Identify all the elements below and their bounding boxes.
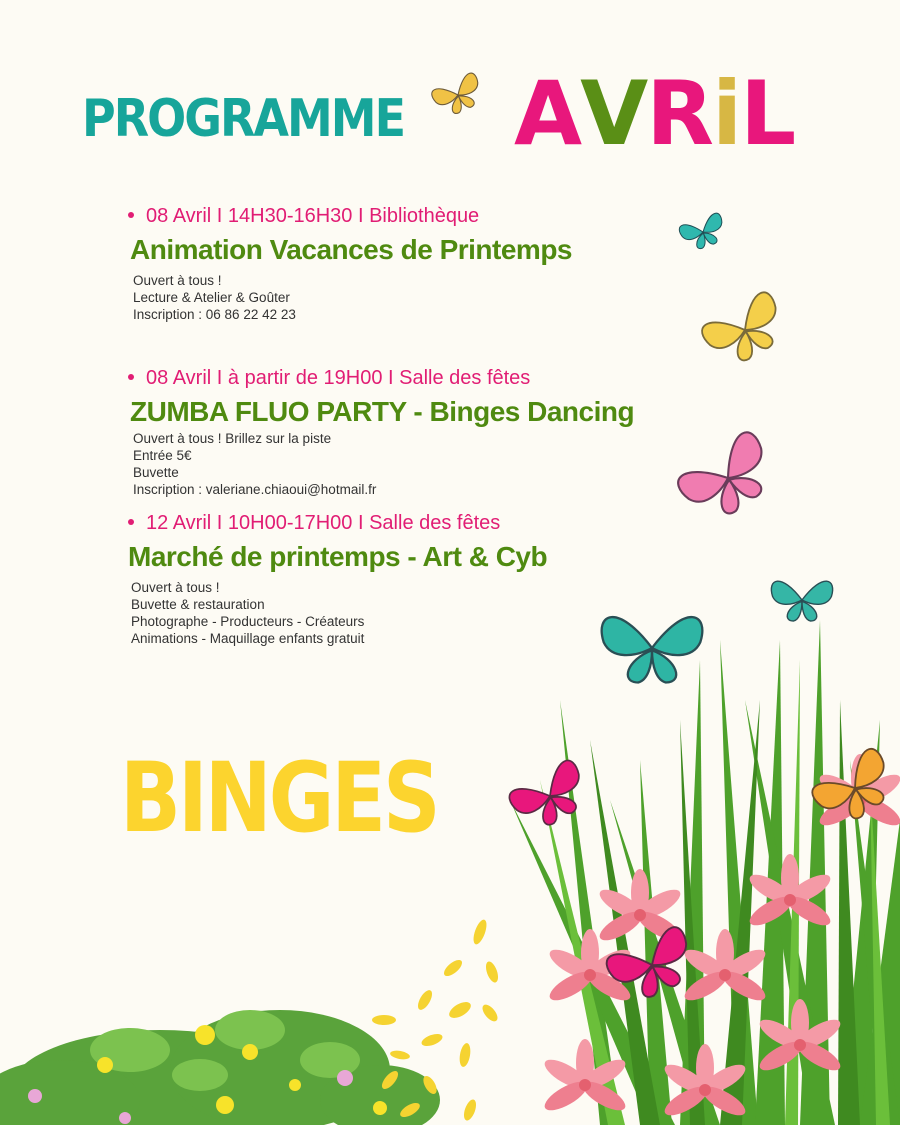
event-title: Animation Vacances de Printemps — [130, 234, 572, 265]
event-detail-line: Photographe - Producteurs - Créateurs — [131, 614, 365, 629]
event-meta — [126, 511, 547, 535]
event-card — [126, 204, 572, 323]
event-title: Marché de printemps - Art & Cyb — [128, 541, 548, 572]
butterfly-icon — [430, 71, 487, 120]
event-title: ZUMBA FLUO PARTY - Binges Dancing — [130, 396, 635, 427]
month-letter: L — [740, 62, 795, 165]
butterfly-icon — [674, 428, 784, 530]
event-meta — [126, 366, 634, 390]
month-letter: A — [514, 62, 581, 165]
month-letter: R — [646, 62, 712, 165]
event-detail-line: Ouvert à tous ! — [133, 273, 222, 288]
event-detail-line: Entrée 5€ — [133, 448, 192, 463]
event-details — [133, 430, 634, 498]
event-card — [126, 366, 634, 498]
event-detail-line: Inscription : 06 86 22 42 23 — [133, 307, 296, 322]
event-detail-line: Animations - Maquillage enfants gratuit — [131, 631, 365, 646]
event-detail-line: Ouvert à tous ! — [131, 580, 220, 595]
event-detail-line: Lecture & Atelier & Goûter — [133, 290, 290, 305]
event-detail-line: Inscription : valeriane.chiaoui@hotmail.fr — [133, 482, 377, 497]
butterfly-icon — [678, 212, 729, 254]
event-detail-line: Buvette & restauration — [131, 597, 265, 612]
event-detail-line: Buvette — [133, 465, 179, 480]
event-details — [131, 579, 547, 647]
bullet-icon — [128, 212, 134, 218]
bullet-icon — [128, 519, 134, 525]
butterfly-icon — [506, 758, 595, 837]
month-heading — [514, 62, 795, 165]
month-letter: i — [711, 62, 741, 165]
butterfly-icon — [699, 289, 793, 373]
month-letter: V — [580, 62, 647, 165]
town-name: BINGES — [120, 742, 438, 854]
event-meta-text: 08 Avril I 14H30-16H30 I Bibliothèque — [146, 205, 480, 227]
event-meta — [126, 204, 572, 228]
event-meta-text: 12 Avril I 10H00-17H00 I Salle des fêtes — [146, 512, 501, 534]
event-detail-line: Ouvert à tous ! Brillez sur la piste — [133, 431, 332, 446]
bullet-icon — [128, 374, 134, 380]
event-details — [133, 272, 572, 323]
programme-heading: PROGRAMME — [82, 88, 404, 149]
event-meta-text: 08 Avril I à partir de 19H00 I Salle des fêtes — [146, 367, 531, 389]
butterfly-icon — [771, 581, 832, 621]
event-card — [126, 511, 547, 647]
butterfly-icon — [602, 617, 703, 682]
